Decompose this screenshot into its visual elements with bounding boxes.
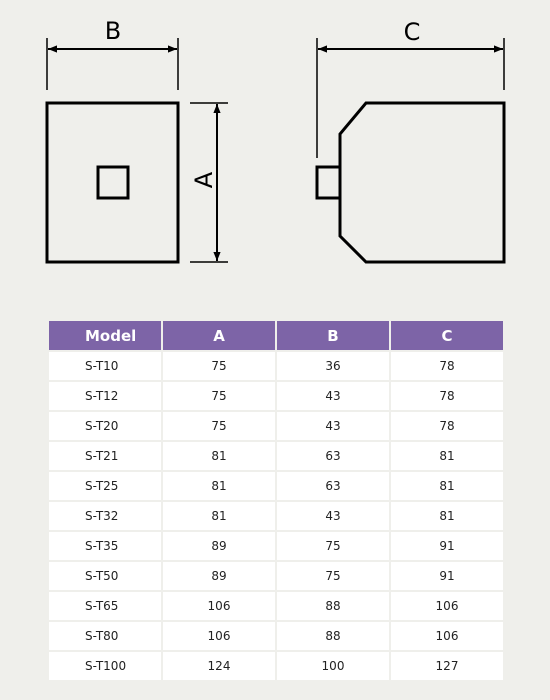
cell-c: 106 [391,592,503,620]
cell-a: 81 [163,442,275,470]
table-row [49,352,503,380]
front-view-body [47,103,178,262]
cell-c: 127 [391,652,503,680]
cell-b: 63 [277,472,389,500]
cell-a: 106 [163,592,275,620]
cell-b: 63 [277,442,389,470]
column-header-b: B [277,321,389,350]
table-head [49,321,503,350]
cell-model: S-T12 [49,382,161,410]
cell-a: 75 [163,382,275,410]
cell-b: 75 [277,562,389,590]
dimension-b [47,17,178,90]
cell-model: S-T32 [49,502,161,530]
column-header-model: Model [49,321,161,350]
dimension-drawing [0,0,550,300]
column-header-c: C [391,321,503,350]
table-row [49,382,503,410]
side-view-body [340,103,504,262]
cell-c: 91 [391,532,503,560]
cell-c: 81 [391,442,503,470]
cell-b: 43 [277,412,389,440]
table-row [49,592,503,620]
table-row [49,472,503,500]
table-header-row [49,321,503,350]
cell-c: 81 [391,472,503,500]
table-row [49,442,503,470]
table-body [49,352,503,680]
table-row [49,562,503,590]
table-row [49,532,503,560]
dimension-c-label: C [403,18,421,46]
side-view-connector [317,167,340,198]
cell-b: 43 [277,382,389,410]
cell-model: S-T80 [49,622,161,650]
dimension-a [190,103,228,262]
cell-model: S-T50 [49,562,161,590]
column-header-a: A [163,321,275,350]
cell-c: 81 [391,502,503,530]
cell-b: 36 [277,352,389,380]
cell-c: 78 [391,382,503,410]
cell-c: 91 [391,562,503,590]
cell-b: 75 [277,532,389,560]
cell-model: S-T10 [49,352,161,380]
cell-a: 89 [163,532,275,560]
cell-model: S-T21 [49,442,161,470]
cell-b: 43 [277,502,389,530]
cell-a: 81 [163,472,275,500]
cell-c: 106 [391,622,503,650]
cell-model: S-T35 [49,532,161,560]
cell-c: 78 [391,412,503,440]
dimension-a-label: A [190,171,218,189]
cell-a: 106 [163,622,275,650]
table-row [49,622,503,650]
dimension-c [317,18,504,158]
cell-b: 100 [277,652,389,680]
front-view [47,103,178,262]
dimension-b-label: B [104,17,122,45]
cell-model: S-T65 [49,592,161,620]
cell-model: S-T20 [49,412,161,440]
cell-a: 75 [163,412,275,440]
table-row [49,412,503,440]
cell-c: 78 [391,352,503,380]
cell-model: S-T25 [49,472,161,500]
cell-b: 88 [277,622,389,650]
cell-a: 89 [163,562,275,590]
dimensions-table [47,319,505,682]
front-view-center-square [98,167,128,198]
table-row [49,652,503,680]
cell-a: 81 [163,502,275,530]
side-view [317,103,504,262]
cell-a: 75 [163,352,275,380]
table-row [49,502,503,530]
cell-a: 124 [163,652,275,680]
cell-model: S-T100 [49,652,161,680]
cell-b: 88 [277,592,389,620]
